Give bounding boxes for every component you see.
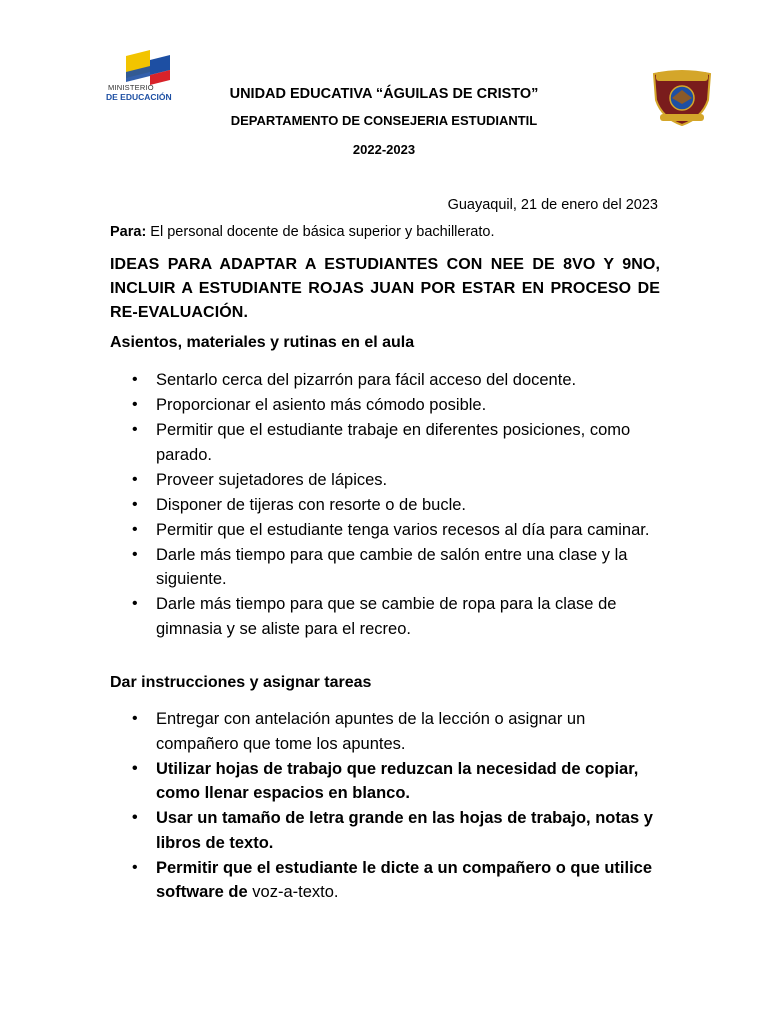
department-name: DEPARTAMENTO DE CONSEJERIA ESTUDIANTIL — [230, 113, 538, 128]
list-item: • Usar un tamaño de letra grande en las hojas de trabajo, notas y libros de texto. — [110, 806, 670, 855]
bullet-icon: • — [132, 371, 138, 388]
list-item: • Sentarlo cerca del pizarrón para fácil acceso del docente. — [110, 368, 670, 393]
list-item: • Proveer sujetadores de lápices. — [110, 468, 670, 493]
document-title: IDEAS PARA ADAPTAR A ESTUDIANTES CON NEE DE 8VO Y 9NO, INCLUIR A ESTUDIANTE ROJAS JUAN POR ESTAR EN PROCESO DE RE-EVALUACIÓN. — [110, 256, 660, 321]
list-item: • Permitir que el estudiante trabaje en diferentes posiciones, como parado. — [110, 418, 670, 467]
bullet-icon: • — [132, 759, 138, 777]
list-item: • Utilizar hojas de trabajo que reduzcan la necesidad de copiar, como llenar espacios en blanco. — [110, 757, 670, 806]
school-year: 2022-2023 — [352, 142, 416, 157]
classroom-list — [110, 368, 670, 642]
bullet-icon: • — [132, 396, 138, 413]
list-item: • Entregar con antelación apuntes de la lección o asignar un compañero que tome los apuntes. — [110, 707, 670, 756]
bullet-icon: • — [132, 545, 138, 563]
list-item: • Darle más tiempo para que cambie de salón entre una clase y la siguiente. — [110, 543, 670, 592]
list-item: • Darle más tiempo para que se cambie de ropa para la clase de gimnasia y se aliste para el recreo. — [110, 592, 670, 641]
section-heading-classroom: Asientos, materiales y rutinas en el aula — [110, 334, 415, 351]
bullet-icon: • — [132, 595, 138, 612]
logo-text-2: DE EDUCACIÓN — [106, 92, 172, 102]
section-heading-instructions: Dar instrucciones y asignar tareas — [110, 674, 372, 691]
institution-name: UNIDAD EDUCATIVA “ÁGUILAS DE CRISTO” — [229, 86, 539, 102]
bullet-icon: • — [132, 858, 138, 876]
list-item: • Permitir que el estudiante tenga varios recesos al día para caminar. — [110, 518, 670, 543]
bullet-icon: • — [132, 495, 138, 513]
list-item-tail: voz-a-texto. — [247, 883, 339, 901]
instructions-list — [110, 707, 670, 905]
recipient-text: El personal docente de básica superior y bachillerato. — [146, 224, 495, 240]
bullet-icon: • — [132, 421, 138, 438]
bullet-icon: • — [132, 710, 138, 727]
bullet-icon: • — [132, 520, 138, 538]
logo-text-1: MINISTERIO — [108, 83, 154, 92]
list-item: • Disponer de tijeras con resorte o de bucle. — [110, 493, 670, 518]
list-item: • Proporcionar el asiento más cómodo posible. — [110, 393, 670, 418]
date-line: Guayaquil, 21 de enero del 2023 — [447, 197, 658, 213]
bullet-icon: • — [132, 809, 138, 826]
bullet-icon: • — [132, 470, 138, 488]
list-item: • Permitir que el estudiante le dicte a un compañero o que utilice software de voz-a-texto. — [110, 856, 670, 905]
recipient-label: Para: — [110, 224, 147, 240]
recipient-line — [110, 224, 495, 240]
